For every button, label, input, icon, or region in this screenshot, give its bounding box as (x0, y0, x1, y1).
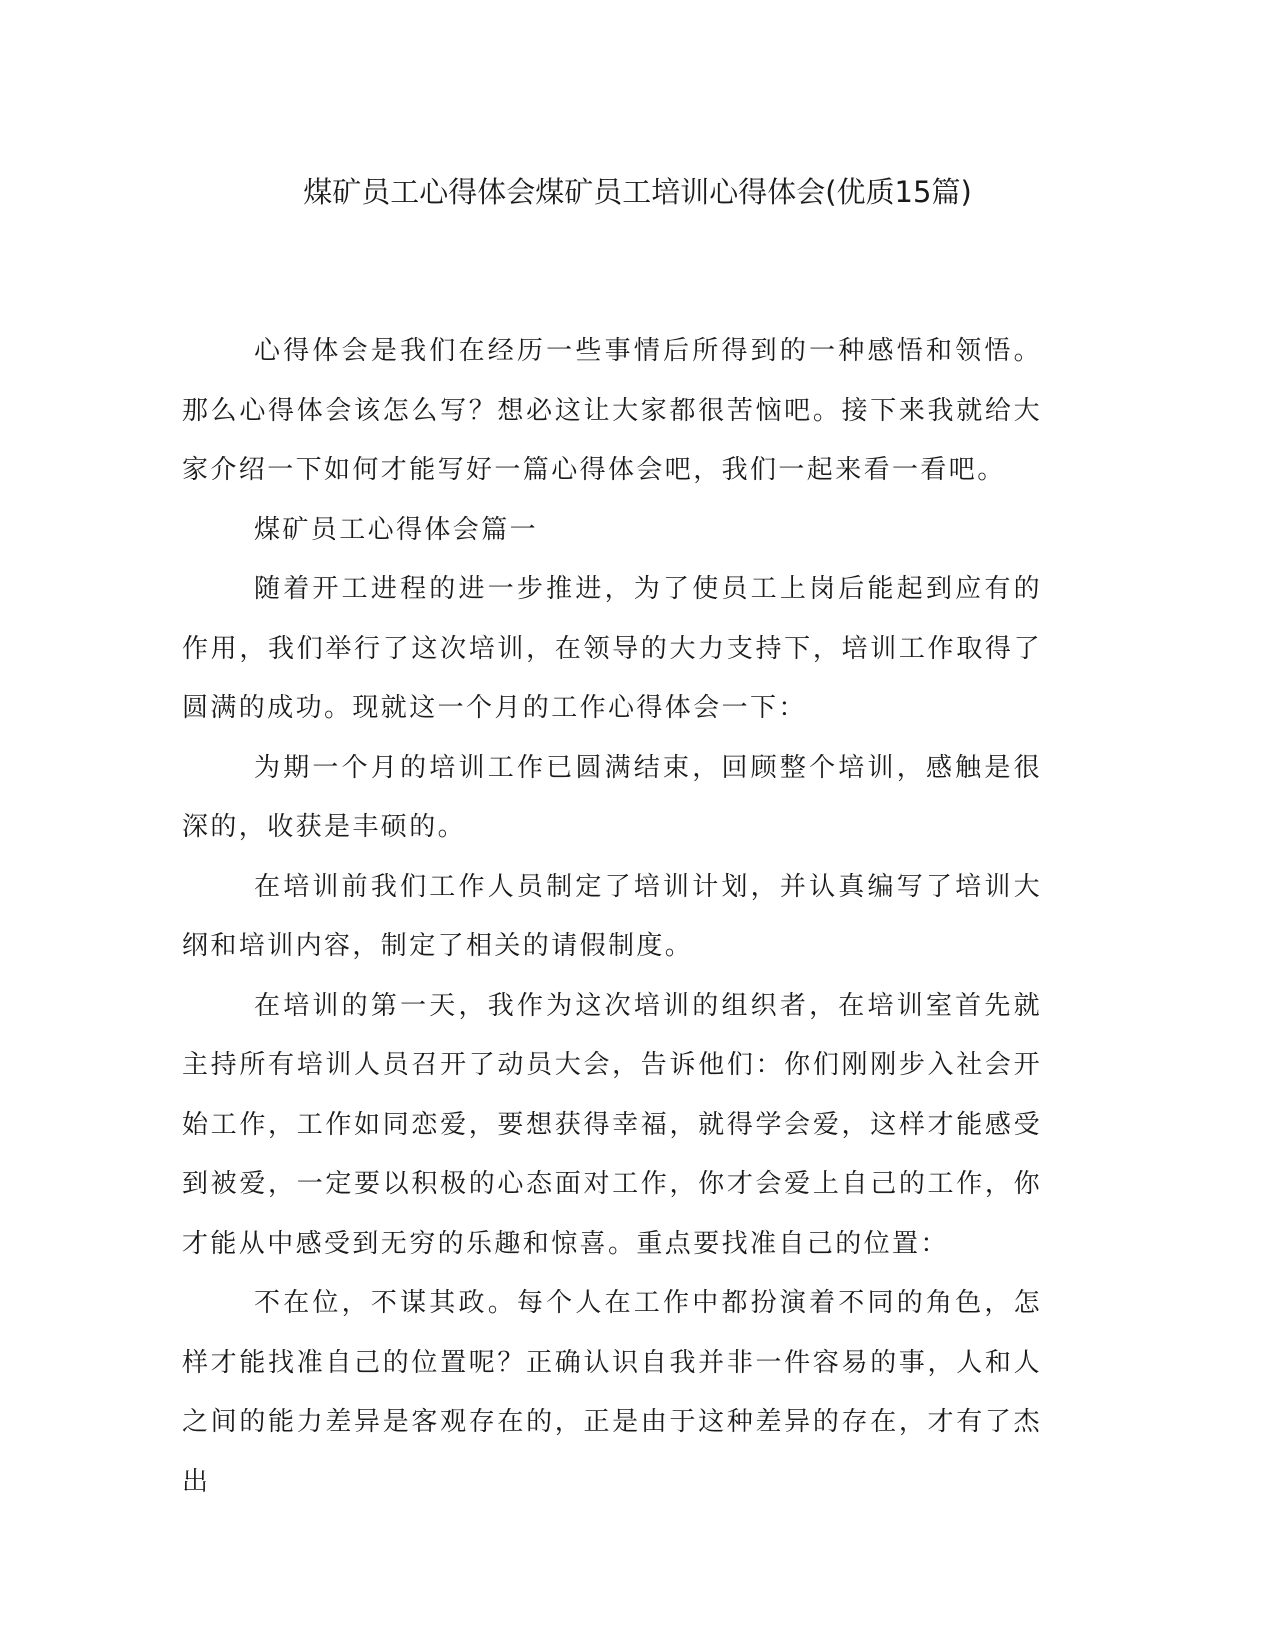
paragraph-intro: 心得体会是我们在经历一些事情后所得到的一种感悟和领悟。那么心得体会该怎么写？想必这让大家都很苦恼吧。接下来我就给大家介绍一下如何才能写好一篇心得体会吧，我们一起来看一看吧。 (182, 336, 1042, 485)
paragraph: 不在位，不谋其政。每个人在工作中都扮演着不同的角色，怎样才能找准自己的位置呢？正确认识自我并非一件容易的事，人和人之间的能力差异是客观存在的，正是由于这种差异的存在，才有了杰出 (182, 1288, 1042, 1497)
document-title: 煤矿员工心得体会煤矿员工培训心得体会(优质15篇) (303, 175, 972, 209)
section-heading: 煤矿员工心得体会篇一 (254, 514, 539, 545)
paragraph: 在培训前我们工作人员制定了培训计划，并认真编写了培训大纲和培训内容，制定了相关的请假制度。 (182, 871, 1042, 961)
paragraph: 为期一个月的培训工作已圆满结束，回顾整个培训，感触是很深的，收获是丰硕的。 (182, 752, 1042, 842)
paragraph: 随着开工进程的进一步推进，为了使员工上岗后能起到应有的作用，我们举行了这次培训，在领导的大力支持下，培训工作取得了圆满的成功。现就这一个月的工作心得体会一下： (182, 574, 1042, 723)
document-body (182, 322, 1042, 1512)
paragraph: 在培训的第一天，我作为这次培训的组织者，在培训室首先就主持所有培训人员召开了动员大会，告诉他们：你们刚刚步入社会开始工作，工作如同恋爱，要想获得幸福，就得学会爱，这样才能感受到被爱，一定要以积极的心态面对工作，你才会爱上自己的工作，你才能从中感受到无穷的乐趣和惊喜。重点要找准自己的位置： (182, 990, 1042, 1259)
